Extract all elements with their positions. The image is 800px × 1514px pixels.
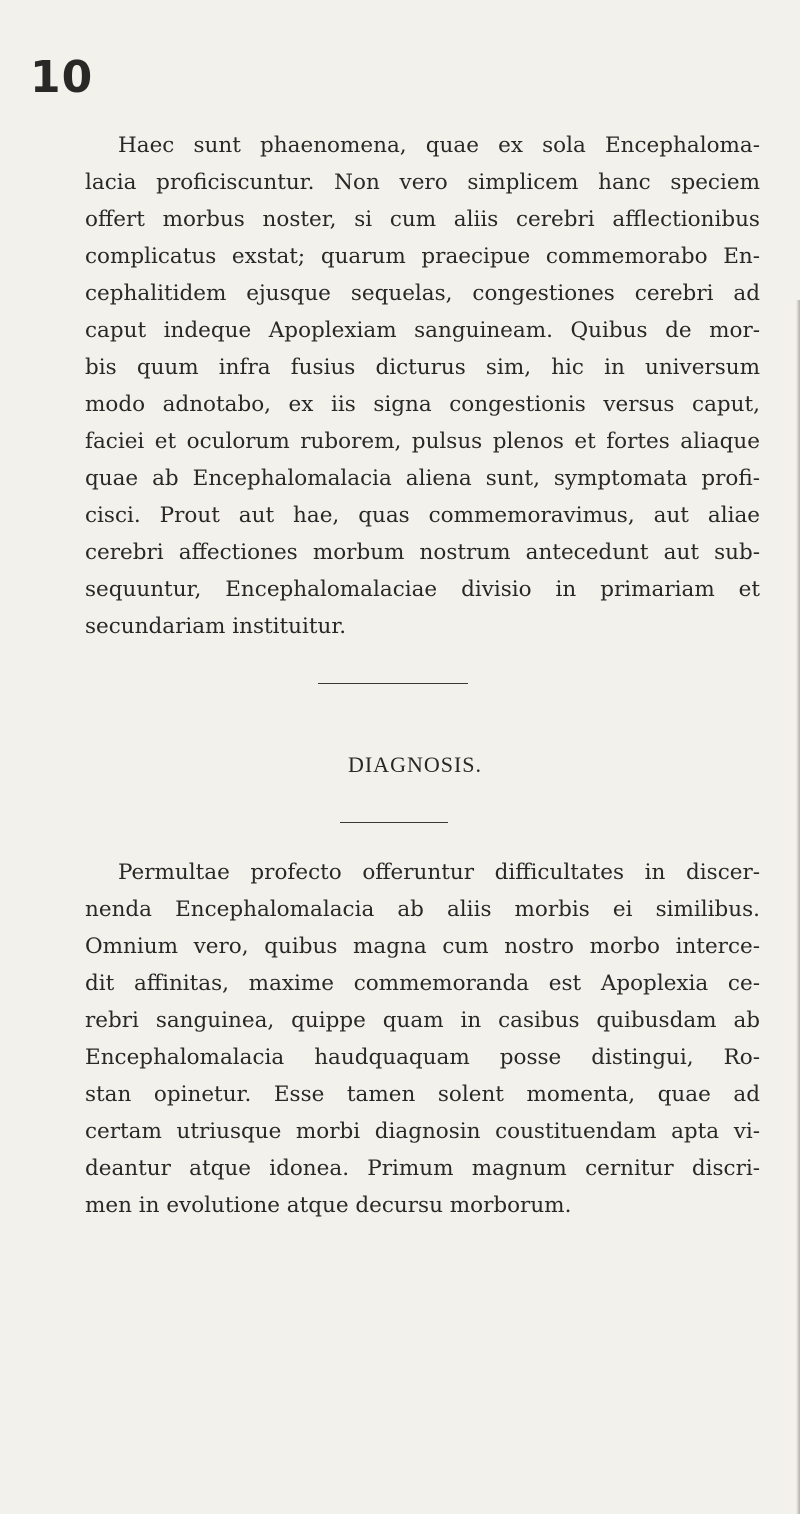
text-line: Permultae profecto offeruntur difficultates in discer- [118, 860, 760, 885]
text-line: cisci. Prout aut hae, quas commemoravimus, aut aliae [85, 503, 760, 528]
text-line: deantur atque idonea. Primum magnum cernitur discri- [85, 1156, 760, 1181]
text-line: cephalitidem ejusque sequelas, congestiones cerebri ad [85, 281, 760, 306]
text-line: dit affinitas, maxime commemoranda est Apoplexia ce- [85, 971, 760, 996]
text-line: bis quum infra fusius dicturus sim, hic in universum [85, 355, 760, 380]
text-line: faciei et oculorum ruborem, pulsus plenos et fortes aliaque [85, 429, 760, 454]
text-line: lacia proficiscuntur. Non vero simplicem hanc speciem [85, 170, 760, 195]
text-line: stan opinetur. Esse tamen solent momenta, quae ad [85, 1082, 760, 1107]
page-edge-shadow [796, 300, 800, 1514]
text-line: certam utriusque morbi diagnosin coustituendam apta vi- [85, 1119, 760, 1144]
text-line: sequuntur, Encephalomalaciae divisio in primariam et [85, 577, 761, 602]
text-line: nenda Encephalomalacia ab aliis morbis ei similibus. [85, 897, 760, 922]
text-line: offert morbus noster, si cum aliis cerebri afflectionibus [85, 207, 760, 232]
text-line: quae ab Encephalomalacia aliena sunt, symptomata profi- [85, 466, 760, 491]
text-line: modo adnotabo, ex iis signa congestionis versus caput, [85, 392, 760, 417]
section-rule-bottom [340, 822, 448, 823]
text-line: complicatus exstat; quarum praecipue commemorabo En- [85, 244, 761, 269]
text-line: caput indeque Apoplexiam sanguineam. Quibus de mor- [85, 318, 760, 343]
text-line: men in evolutione atque decursu morborum. [85, 1193, 572, 1218]
text-line: rebri sanguinea, quippe quam in casibus quibusdam ab [85, 1008, 761, 1033]
section-heading: DIAGNOSIS. [347, 752, 483, 777]
text-line: Omnium vero, quibus magna cum nostro morbo interce- [85, 934, 760, 959]
text-line: secundariam instituitur. [85, 614, 347, 639]
text-line: Encephalomalacia haudquaquam posse distingui, Ro- [85, 1045, 761, 1070]
section-rule-top [318, 683, 468, 684]
text-line: cerebri affectiones morbum nostrum antecedunt aut sub- [85, 540, 760, 565]
page-number: 10 [30, 52, 94, 103]
text-line: Haec sunt phaenomena, quae ex sola Encephaloma- [118, 133, 760, 158]
